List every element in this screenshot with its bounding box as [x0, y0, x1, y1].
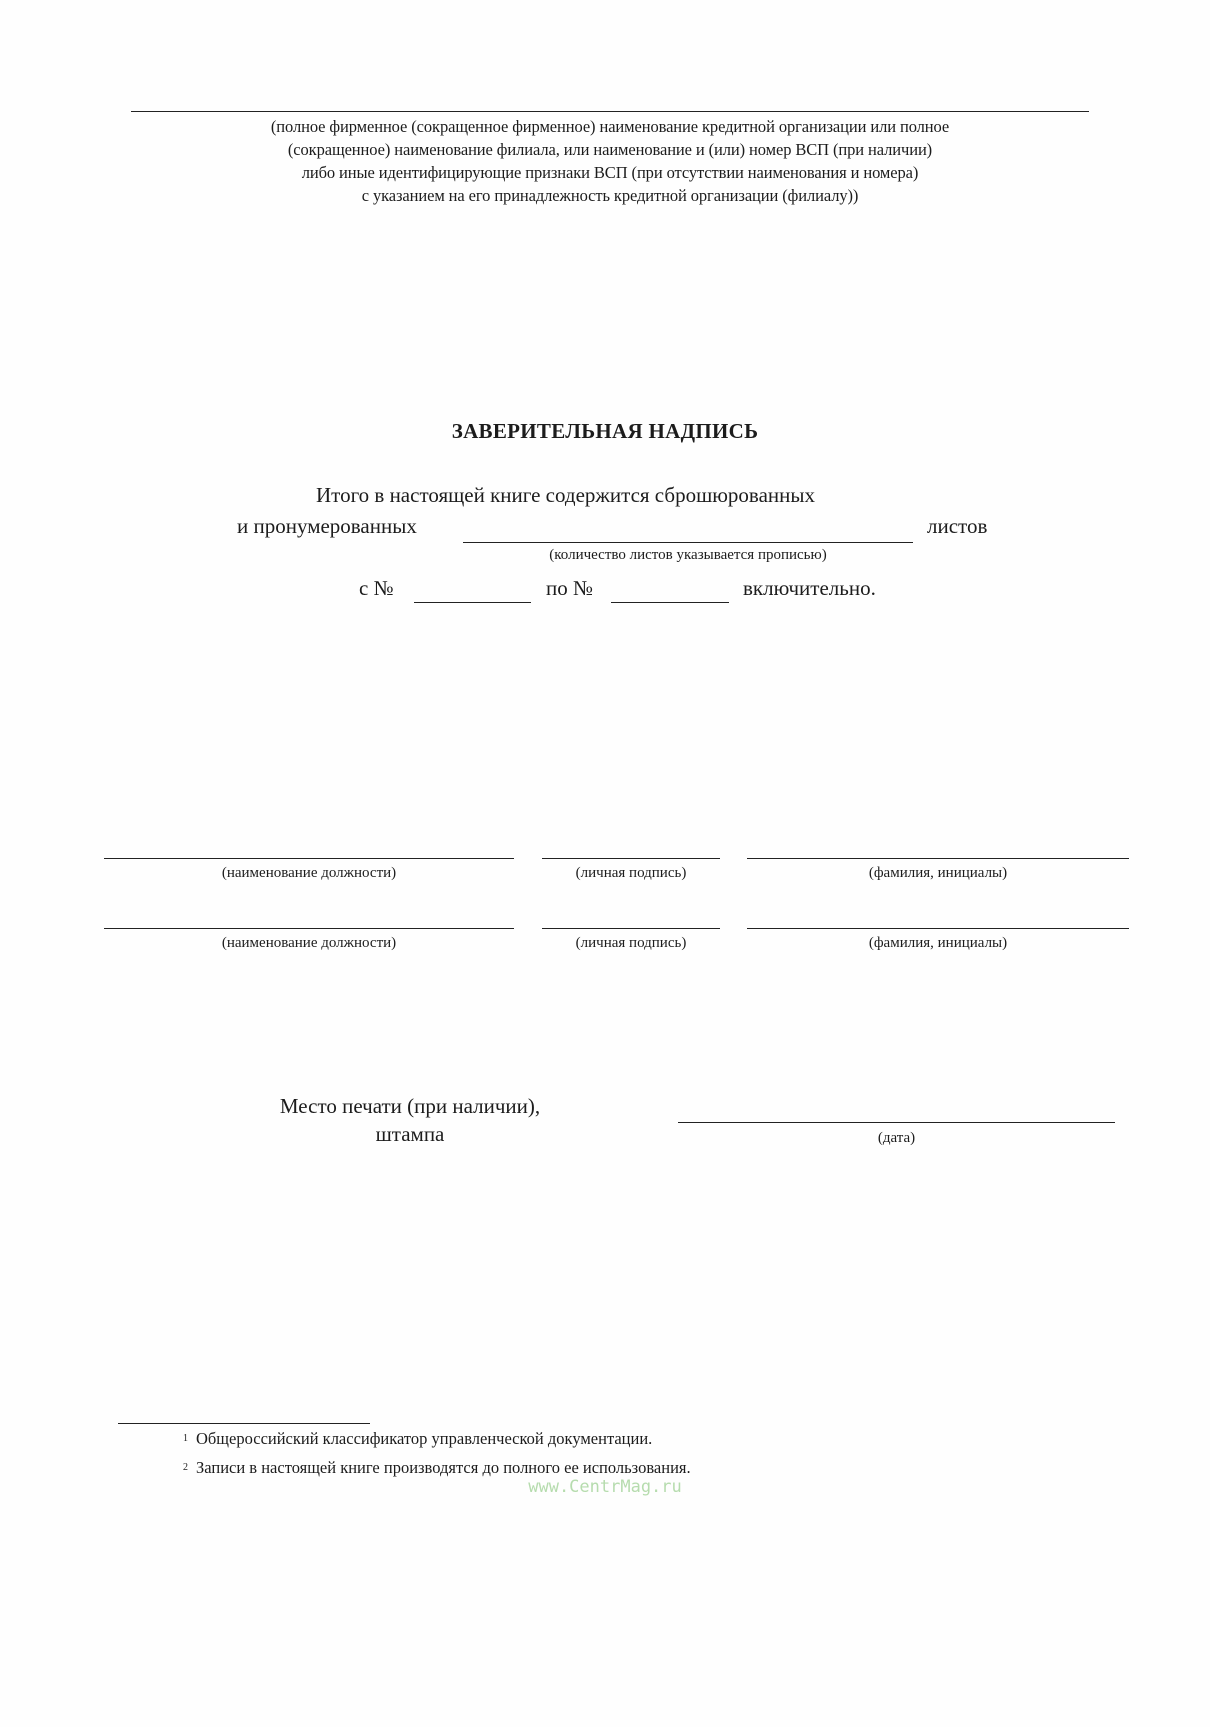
- range-to-label: по №: [546, 576, 594, 600]
- name-field[interactable]: [747, 928, 1129, 929]
- signature-field[interactable]: [542, 928, 720, 929]
- stamp-place-label: [230, 1092, 590, 1148]
- footnote-2: [183, 1458, 691, 1478]
- name-field[interactable]: [747, 858, 1129, 859]
- organization-caption-line: (полное фирменное (сокращенное фирменное) наименование кредитной организации или полное: [270, 117, 950, 136]
- stamp-place-line-1: Место печати (при наличии),: [279, 1094, 541, 1118]
- footnote-separator: [118, 1423, 370, 1424]
- document-title: ЗАВЕРИТЕЛЬНАЯ НАДПИСЬ: [451, 419, 759, 443]
- organization-caption-line: с указанием на его принадлежность кредитной организации (филиалу)): [361, 186, 859, 205]
- signature-caption: (личная подпись): [575, 865, 687, 881]
- certification-line-1: Итого в настоящей книге содержится сброшюрованных: [316, 483, 815, 507]
- certification-line-2-prefix: и пронумерованных: [237, 514, 417, 538]
- certification-line-2-suffix: листов: [927, 514, 988, 538]
- position-caption: (наименование должности): [221, 935, 397, 951]
- signature-caption: (личная подпись): [575, 935, 687, 951]
- name-caption: (фамилия, инициалы): [868, 865, 1008, 881]
- footnote-number: 2: [183, 1462, 188, 1473]
- site-watermark: www.CentrMag.ru: [528, 1477, 682, 1497]
- position-field[interactable]: [104, 858, 514, 859]
- organization-caption: [100, 115, 1120, 207]
- date-caption: (дата): [877, 1130, 916, 1146]
- organization-caption-line: либо иные идентифицирующие признаки ВСП (при отсутствии наименования и номера): [301, 163, 919, 182]
- range-to-field[interactable]: [611, 602, 729, 603]
- range-from-field[interactable]: [414, 602, 531, 603]
- footnote-number: 1: [183, 1433, 188, 1444]
- footnote-text: Общероссийский классификатор управленческой документации.: [196, 1429, 653, 1448]
- sheet-count-caption: (количество листов указывается прописью): [549, 547, 827, 563]
- footnote-text: Записи в настоящей книге производятся до полного ее использования.: [196, 1458, 691, 1477]
- position-caption: (наименование должности): [221, 865, 397, 881]
- sheet-count-field[interactable]: [463, 542, 913, 543]
- organization-caption-line: (сокращенное) наименование филиала, или наименование и (или) номер ВСП (при наличии): [287, 140, 933, 159]
- stamp-place-line-2: штампа: [375, 1122, 445, 1146]
- name-caption: (фамилия, инициалы): [868, 935, 1008, 951]
- footnote-1: [183, 1429, 652, 1449]
- position-field[interactable]: [104, 928, 514, 929]
- signature-field[interactable]: [542, 858, 720, 859]
- organization-name-line: [131, 111, 1089, 112]
- date-field[interactable]: [678, 1122, 1115, 1123]
- range-from-label: с №: [359, 576, 394, 600]
- range-suffix: включительно.: [743, 576, 876, 600]
